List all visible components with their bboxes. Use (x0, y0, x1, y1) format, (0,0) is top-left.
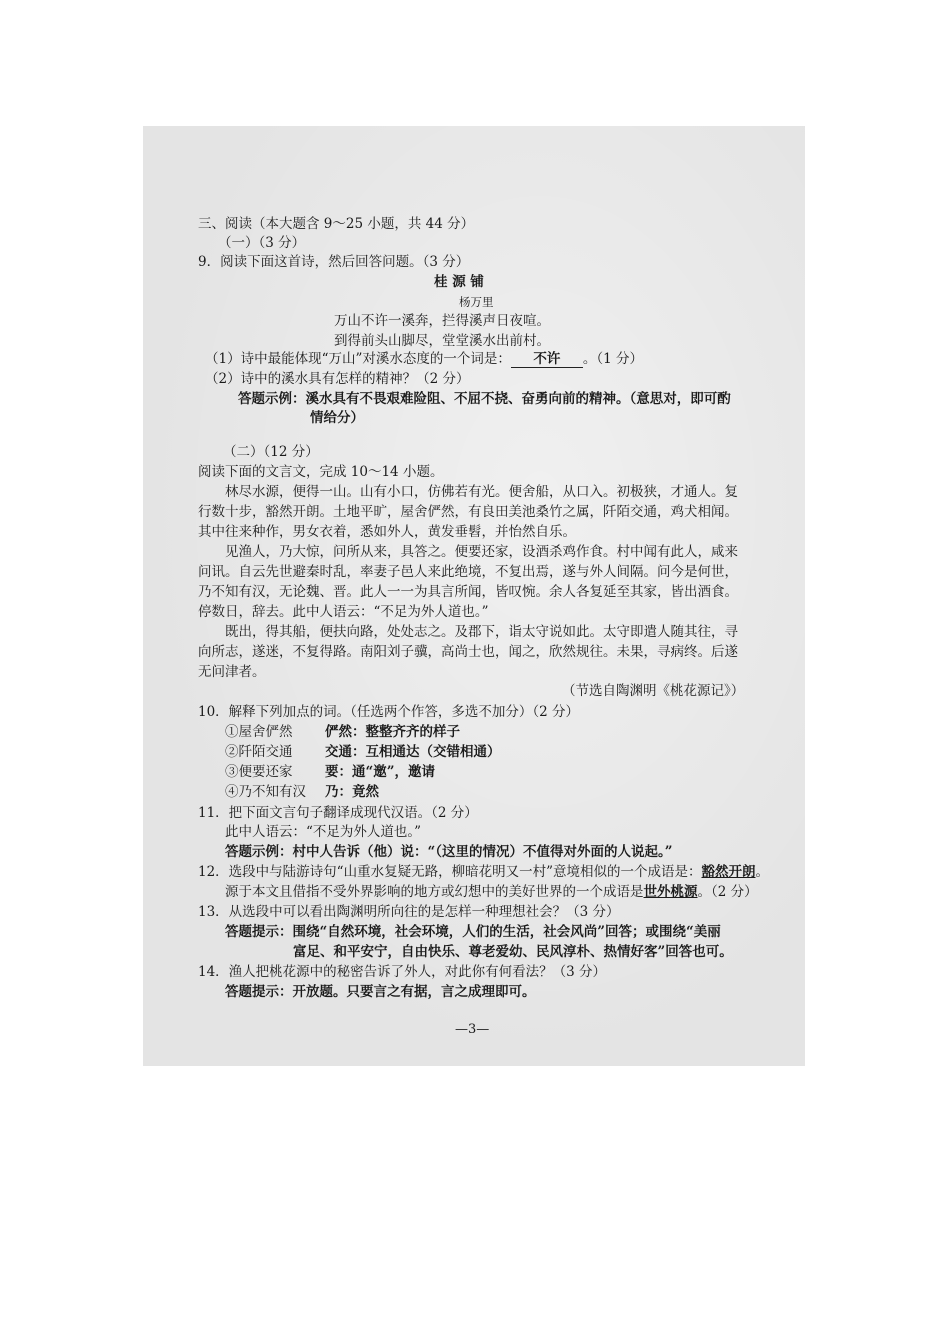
question-9: 9．阅读下面这首诗，然后回答问题。（3 分） (198, 254, 470, 270)
question-11: 11．把下面文言句子翻译成现代汉语。（2 分） (198, 805, 478, 821)
question-9-2-answer-line-1: 答题示例：溪水具有不畏艰难险阻、不屈不挠、奋勇向前的精神。（意思对，即可酌 (238, 391, 731, 407)
question-12-punct: 。 (755, 864, 769, 880)
question-9-1-answer: 不许 (511, 351, 583, 368)
question-13-answer-line-1: 答题提示：围绕“自然环境，社会环境，人们的生活，社会风尚”回答；或围绕“美丽 (225, 924, 721, 940)
passage-line: 停数日，辞去。此中人语云：“不足为外人道也。” (198, 604, 489, 620)
passage-line: 向所志，遂迷，不复得路。南阳刘子骥，高尚士也，闻之，欣然规往。未果，寻病终。后遂 (198, 644, 738, 660)
page-number: —3— (455, 1022, 490, 1037)
question-9-1-text: （1）诗中最能体现“万山”对溪水态度的一个词是： (205, 351, 511, 367)
question-12-answer-2: 世外桃源 (643, 884, 698, 900)
question-10-answer: 要：通“邀”，邀请 (325, 764, 436, 780)
question-9-1 (205, 351, 643, 368)
question-12-text: 12．选段中与陆游诗句“山重水复疑无路，柳暗花明又一村”意境相似的一个成语是： (198, 864, 702, 880)
question-9-1-score: 。（1 分） (582, 351, 644, 367)
passage-source: （节选自陶渊明《桃花源记》） (562, 683, 745, 699)
question-14: 14．渔人把桃花源中的秘密告诉了外人，对此你有何看法？（3 分） (198, 964, 607, 980)
passage-line: 乃不知有汉，无论魏、晋。此人一一为具言所闻，皆叹惋。余人各复延至其家，皆出酒食。 (198, 584, 738, 600)
question-12 (198, 864, 769, 880)
passage-line: 无问津者。 (198, 664, 266, 680)
passage-line: 问讯。自云先世避秦时乱，率妻子邑人来此绝境，不复出焉，遂与外人间隔。问今是何世， (198, 564, 738, 580)
passage-line: 行数十步，豁然开朗。土地平旷，屋舍俨然，有良田美池桑竹之属，阡陌交通，鸡犬相闻。 (198, 504, 738, 520)
question-10-answer: 乃：竟然 (325, 784, 379, 800)
question-13-answer-line-2: 富足、和平安宁，自由快乐、尊老爱幼、民风淳朴、热情好客”回答也可。 (293, 944, 733, 960)
question-11-answer: 答题示例：村中人告诉（他）说：“（这里的情况）不值得对外面的人说起。” (225, 844, 673, 860)
question-12-answer-1: 豁然开朗 (701, 864, 756, 880)
question-10-term: ②阡陌交通 (225, 744, 293, 760)
scanned-page (143, 126, 805, 1066)
part2-intro: 阅读下面的文言文，完成 10～14 小题。 (198, 464, 444, 480)
question-9-2: （2）诗中的溪水具有怎样的精神？（2 分） (205, 371, 470, 387)
question-10-term: ①屋舍俨然 (225, 724, 293, 740)
question-12-score: 。（2 分） (697, 884, 758, 900)
question-12-line-2 (225, 884, 758, 900)
passage-line: 其中往来种作，男女衣着，悉如外人，黄发垂髫，并怡然自乐。 (198, 524, 576, 540)
section-heading: 三、阅读（本大题含 9～25 小题，共 44 分） (198, 216, 475, 232)
part2-label: （二）（12 分） (223, 444, 319, 460)
question-10-answer: 交通：互相通达（交错相通） (325, 744, 501, 760)
poem-author: 杨万里 (459, 295, 494, 309)
passage-line: 既出，得其船，便扶向路，处处志之。及郡下，诣太守说如此。太守即遣人随其往，寻 (225, 624, 738, 640)
question-10-term: ③便要还家 (225, 764, 293, 780)
question-13: 13．从选段中可以看出陶渊明所向往的是怎样一种理想社会？（3 分） (198, 904, 620, 920)
question-9-2-answer-line-2: 情给分） (310, 410, 364, 426)
passage-line: 林尽水源，便得一山。山有小口，仿佛若有光。便舍船，从口入。初极狭，才通人。复 (225, 484, 738, 500)
question-11-quote: 此中人语云：“不足为外人道也。” (225, 824, 422, 840)
poem-title: 桂 源 铺 (434, 274, 484, 290)
passage-line: 见渔人，乃大惊，问所从来，具答之。便要还家，设酒杀鸡作食。村中闻有此人，咸来 (225, 544, 738, 560)
question-10: 10．解释下列加点的词。（任选两个作答，多选不加分）（2 分） (198, 704, 580, 720)
question-14-answer: 答题提示：开放题。只要言之有据，言之成理即可。 (225, 984, 536, 1000)
poem-line-2: 到得前头山脚尽，堂堂溪水出前村。 (334, 333, 550, 349)
question-10-term: ④乃不知有汉 (225, 784, 306, 800)
part1-label: （一）（3 分） (218, 235, 306, 251)
question-12-line-2-text: 源于本文且借指不受外界影响的地方或幻想中的美好世界的一个成语是 (225, 884, 644, 900)
poem-line-1: 万山不许一溪奔，拦得溪声日夜喧。 (334, 313, 550, 329)
question-10-answer: 俨然：整整齐齐的样子 (325, 724, 460, 740)
